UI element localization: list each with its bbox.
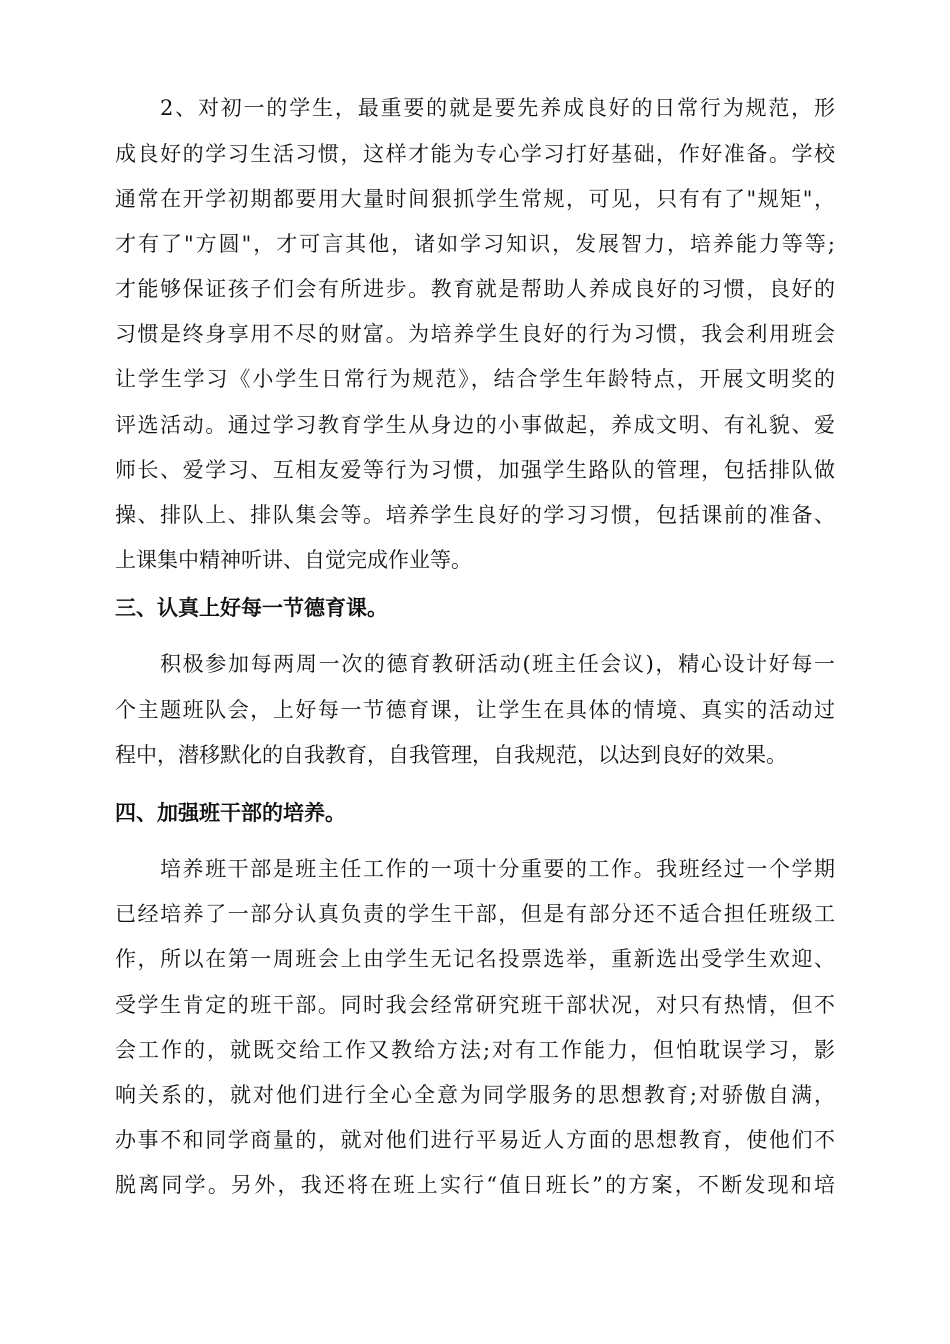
text-line: 成良好的学习生活习惯，这样才能为专心学习打好基础，作好准备。学校 bbox=[115, 142, 835, 166]
text-line: 培养班干部是班主任工作的一项十分重要的工作。我班经过一个学期 bbox=[160, 857, 835, 881]
section-heading-class-cadres: 四、加强班干部的培养。 bbox=[115, 801, 346, 825]
section-heading-moral-class: 三、认真上好每一节德育课。 bbox=[115, 596, 388, 620]
text-line: 作，所以在第一周班会上由学生无记名投票选举，重新选出受学生欢迎、 bbox=[115, 947, 835, 971]
text-line: 会工作的，就既交给工作又教给方法;对有工作能力，但怕耽误学习，影 bbox=[115, 1038, 835, 1062]
text-line: 响关系的，就对他们进行全心全意为同学服务的思想教育;对骄傲自满， bbox=[115, 1083, 835, 1107]
text-line: 2、对初一的学生，最重要的就是要先养成良好的日常行为规范，形 bbox=[160, 96, 835, 120]
text-line: 办事不和同学商量的，就对他们进行平易近人方面的思想教育，使他们不 bbox=[115, 1128, 835, 1152]
text-line: 积极参加每两周一次的德育教研活动(班主任会议)，精心设计好每一 bbox=[160, 652, 835, 676]
text-line: 个主题班队会，上好每一节德育课，让学生在具体的情境、真实的活动过 bbox=[115, 698, 835, 722]
text-line: 师长、爱学习、互相友爱等行为习惯，加强学生路队的管理，包括排队做 bbox=[115, 458, 835, 482]
text-line: 上课集中精神听讲、自觉完成作业等。 bbox=[115, 548, 472, 572]
text-line: 才能够保证孩子们会有所进步。教育就是帮助人养成良好的习惯，良好的 bbox=[115, 277, 835, 301]
text-line: 操、排队上、排队集会等。培养学生良好的学习习惯，包括课前的准备、 bbox=[115, 503, 835, 527]
text-line: 受学生肯定的班干部。同时我会经常研究班干部状况，对只有热情，但不 bbox=[115, 993, 835, 1017]
text-line: 习惯是终身享用不尽的财富。为培养学生良好的行为习惯，我会利用班会 bbox=[115, 322, 835, 346]
text-line: 已经培养了一部分认真负责的学生干部，但是有部分还不适合担任班级工 bbox=[115, 902, 835, 926]
text-line: 程中，潜移默化的自我教育，自我管理，自我规范，以达到良好的效果。 bbox=[115, 743, 787, 767]
text-line: 脱离同学。另外，我还将在班上实行“值日班长”的方案，不断发现和培 bbox=[115, 1173, 835, 1197]
text-line: 让学生学习《小学生日常行为规范》，结合学生年龄特点，开展文明奖的 bbox=[115, 367, 835, 391]
text-line: 通常在开学初期都要用大量时间狠抓学生常规，可见，只有有了"规矩"， bbox=[115, 187, 835, 211]
text-line: 评选活动。通过学习教育学生从身边的小事做起，养成文明、有礼貌、爱 bbox=[115, 413, 835, 437]
text-line: 才有了"方圆"，才可言其他，诸如学习知识，发展智力，培养能力等等; bbox=[115, 232, 835, 256]
